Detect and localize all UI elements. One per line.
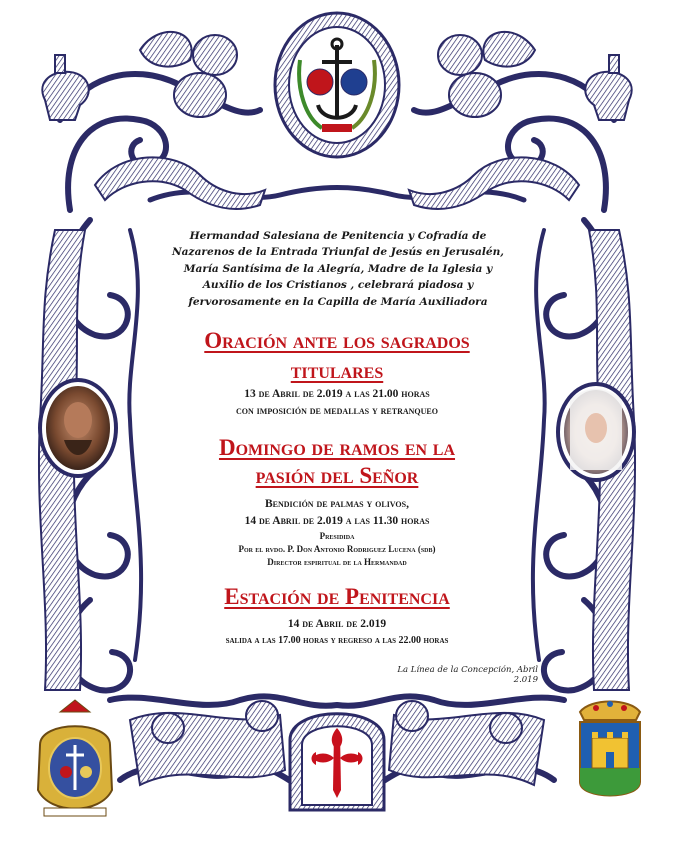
top-urn-left: [42, 55, 88, 120]
section1-title-line1: Oración ante los sagrados: [204, 328, 470, 353]
section2-line2: 14 de Abril de 2.019 a las 11.30 horas: [244, 515, 430, 527]
top-scroll-fill-left: [95, 157, 265, 209]
top-scroll-fill-right: [409, 157, 579, 209]
municipal-coat-of-arms-icon: [580, 701, 640, 796]
section2-title-line2: pasión del Señor: [255, 463, 419, 488]
top-urn-right: [585, 55, 631, 120]
section1-line1: 13 de Abril de 2.019 a las 21.00 horas: [244, 388, 430, 400]
section2-line5: Director espiritual de la Hermandad: [267, 557, 407, 567]
section3-line2: salida a las 17.00 horas y regreso a las 22.00 horas: [225, 635, 449, 646]
section2-line1: Bendición de palmas y olivos,: [265, 498, 409, 510]
portrait-left: [40, 380, 116, 476]
section3-line1: 14 de Abril de 2.019: [287, 618, 387, 630]
section1-line2: con imposición de medallas y retranqueo: [236, 405, 438, 417]
section3-title: Estación de Penitencia: [224, 584, 450, 609]
section2-line3: Presidida: [319, 531, 355, 541]
hermandad-crest-icon: [38, 700, 112, 816]
intro-text: Hermandad Salesiana de Penitencia y Cofradía de Nazarenos de la Entrada Triunfal de Jesús en Jerusalén, María Santísima de la Alegría, Madre de la Iglesia y Auxilio de los Cristianos , celebrará piadosa y fervorosamente en la Capilla de María Auxiliadora: [172, 230, 504, 308]
section2-title-line1: Domingo de ramos en la: [218, 435, 456, 460]
signature: La Línea de la Concepción, Abril 2.019: [397, 665, 538, 685]
portrait-right: [558, 384, 634, 480]
section2-line4: Por el rvdo. P. Don Antonio Rodriguez Lucena (sdb): [238, 544, 436, 554]
section1-title-line2: titulares: [290, 358, 384, 383]
